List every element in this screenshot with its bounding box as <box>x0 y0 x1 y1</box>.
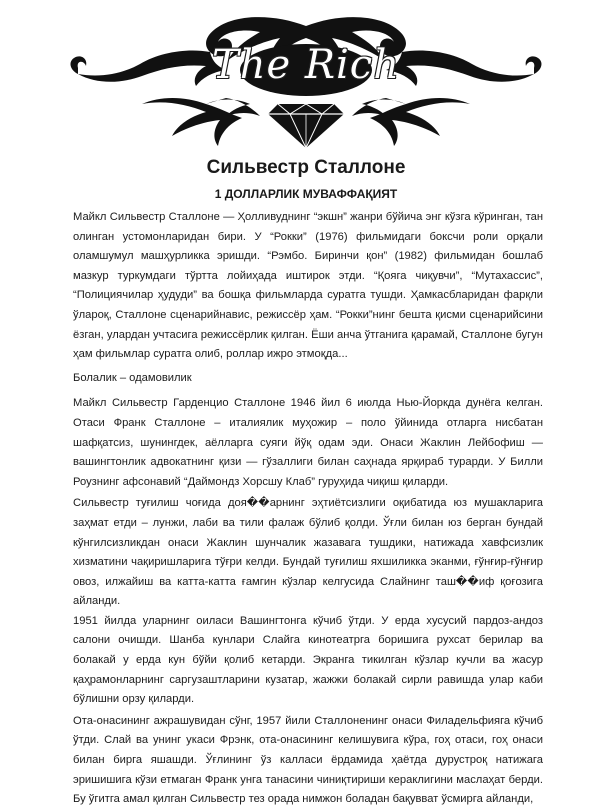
logo-text: The Rich <box>212 42 400 88</box>
paragraph-birth: Майкл Сильвестр Гарденцио Сталлоне 1946 йил 6 июлда Нью-Йоркда дунёга келган. Отаси Франк Сталлоне – италиялик муҳожир – поло ўйинида отларга нисбатан шафқатсиз, шунингдек, аёлларга суяги йўқ одам эди. Онаси Жаклин Лейбофиш — вашингтонлик адвокатнинг қизи — гўзаллиги билан саҳнада ярқираб турарди. У Билли Роузнинг афсонавий “Даймондз Хорсшу Клаб” гуруҳида чиқиш қиларди. <box>73 397 543 488</box>
diamond-icon <box>268 104 344 148</box>
page-title: Сильвестр Сталлоне <box>206 157 406 178</box>
paragraph-divorce: Ота-онасининг ажрашувидан сўнг, 1957 йили Сталлоненинг онаси Филадельфияга кўчиб ўтди. Слай ва унинг укаси Фрэнк, ота-онасининг келишувига кўра, гоҳ отаси, гоҳ онаси билан бирга яшашди. Ўғлининг ўз калласи ёрдамида ҳаётда дурустроқ натижага эришишига кўзи етмаган Франк унга танасини чиниқтириши кераклигини маслаҳат берди. Бу ўгитга амал қилган Сильвестр тез орада нимжон боладан бақувват ўсмирга айланди, <box>73 714 543 806</box>
paragraph-washington: 1951 йилда уларнинг оиласи Вашингтонга кўчиб ўтди. У ерда хусусий пардоз-андоз салони очишди. Шанба кунлари Слайга кинотеатрга боришига рухсат берилар ва болакай у ерда кун бўйи қолиб кетарди. Экранга тикилган кўзлар кучли ва жасур қаҳрамонларнинг саргузаштларини кузатар, жажжи болакай сирли равишда улар каби бўлишни орзу қиларди. <box>73 614 543 706</box>
paragraph-intro: Майкл Сильвестр Сталлоне — Ҳолливуднинг “экшн” жанри бўйича энг кўзга кўринган, тан олинган устомонларидан бири. У “Рокки” (1976) фильмидаги боксчи роли орқали оламшумул машҳурликка эришди. “Рэмбо. Биринчи қон” (1982) фильмидан бошлаб мазкур туркумдаги тўртта лойиҳада иштирок этди. “Қояга чиқувчи”, “Мутахассис”, “Полициячилар ҳудуди” ва бошқа фильмларда суратга тушди. Ҳамкасбларидан фарқли ўлароқ, Сталлоне сценарийнавис, режиссёр ҳам. “Рокки”нинг бешта қисми сценарийсини ёзган, улардан учтасига режиссёрлик қилган. Ёши анча ўтганига қарамай, Сталлоне бугун ҳам фильмлар суратга олиб, роллар ижро этмоқда... <box>73 211 543 361</box>
article-body <box>73 208 543 812</box>
page-subtitle: 1 ДОЛЛАРЛИК МУВАФФАҚИЯТ <box>214 187 398 201</box>
section-heading: Болалик – одамовилик <box>73 371 192 384</box>
paragraph-infancy: Сильвестр туғилиш чоғида доя��арнинг эҳтиётсизлиги оқибатида юз мушакларига заҳмат етди – лунжи, лаби ва тили фалаж бўлиб қолди. Ўғли билан юз берган бундай кўнгилсизликдан онаси Жаклин шунчалик жазавага тушдики, натижада хавфсизлик хизматини чақиришларига тўғри келди. Бундай туғилиш яхшиликка эканми, ғўнғир-ғўнғир овоз, илжайиш ва катта-катта ғамгин кўзлар келгусида Слайнинг таш��иф қоғозига айланди. <box>73 497 543 608</box>
